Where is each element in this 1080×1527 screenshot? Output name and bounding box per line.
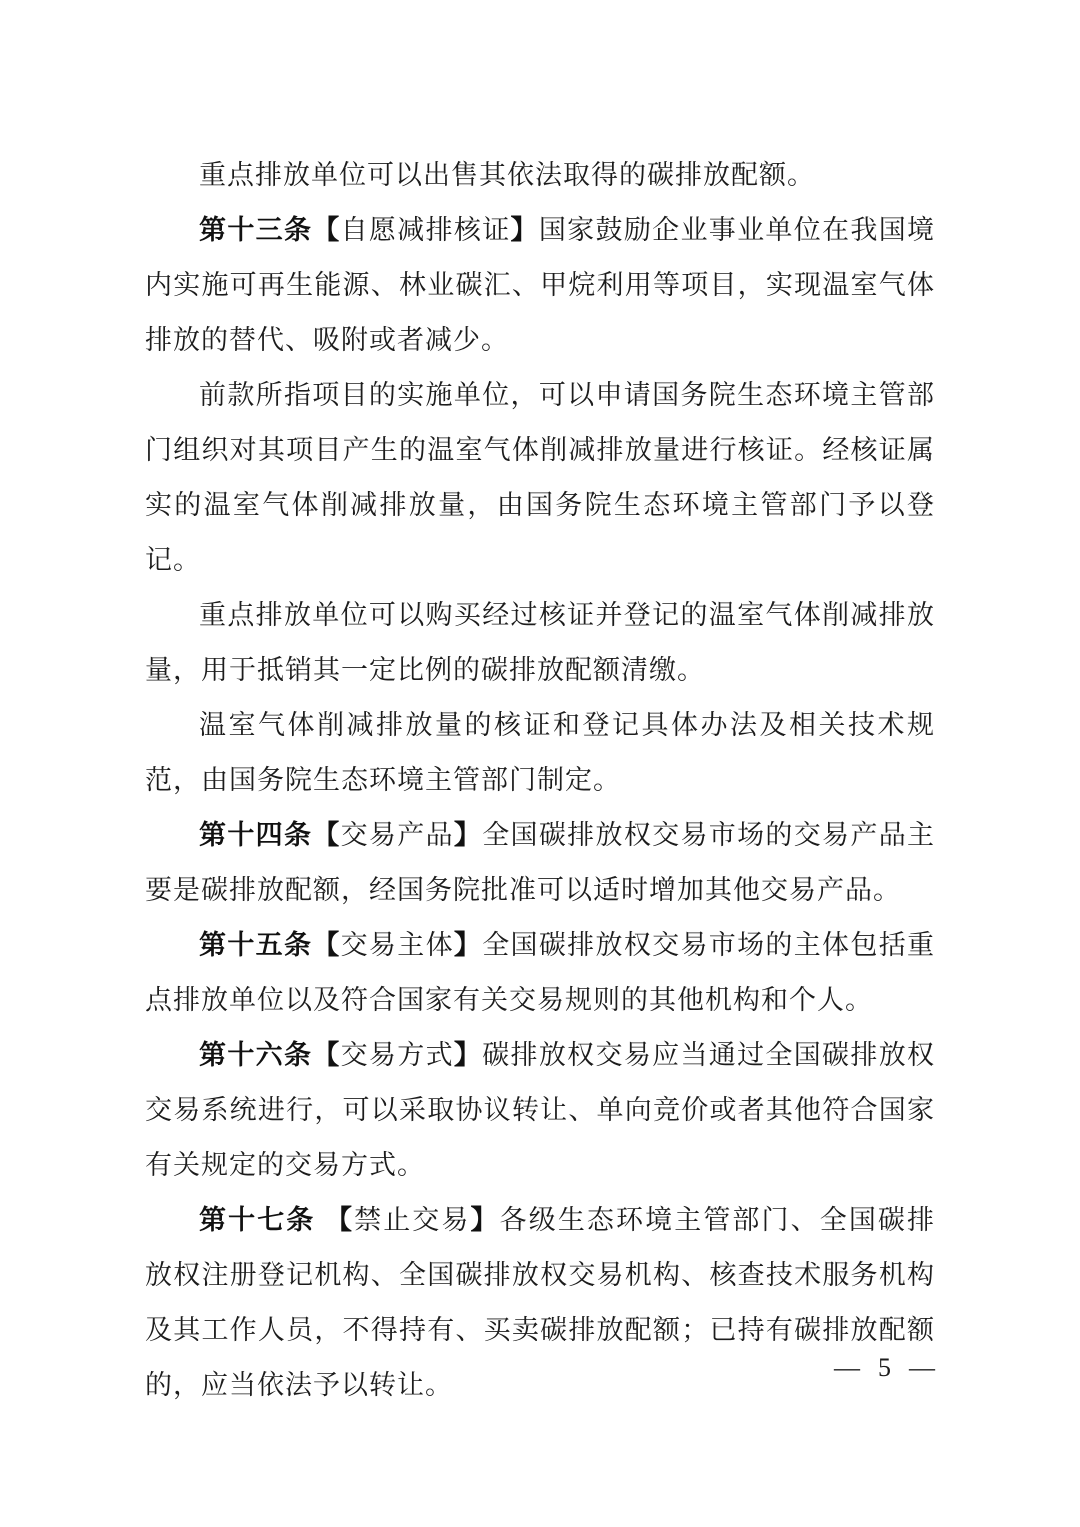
paragraph-text: 全国碳排放权交易市场的主体包括重点排放单位以及符合国家有关交易规则的其他机构和个人。 <box>145 930 936 1015</box>
bracket-open: 【 <box>312 930 341 960</box>
bracket-close: 】 <box>453 1040 483 1070</box>
article-number: 第十四条 <box>199 820 313 850</box>
article-label: 禁止交易 <box>354 1205 471 1235</box>
article-number: 第十三条 <box>199 215 313 245</box>
article-number: 第十五条 <box>199 930 313 960</box>
paragraph-text: 碳排放权交易应当通过全国碳排放权交易系统进行，可以采取协议转让、单向竞价或者其他符合国家有关规定的交易方式。 <box>145 1040 936 1180</box>
paragraph-article-14 <box>145 808 935 918</box>
article-label: 交易产品 <box>340 820 454 850</box>
bracket-open: 【 <box>312 215 341 245</box>
article-number: 第十七条 <box>199 1205 325 1235</box>
page-number: 5 <box>878 1353 891 1382</box>
bracket-open: 【 <box>312 1040 341 1070</box>
paragraph <box>145 368 935 588</box>
article-label: 交易方式 <box>340 1040 454 1070</box>
bracket-open: 【 <box>312 820 341 850</box>
paragraph-text: 重点排放单位可以出售其依法取得的碳排放配额。 <box>199 160 815 190</box>
paragraph <box>145 148 935 203</box>
paragraph-article-15 <box>145 918 935 1028</box>
bracket-open: 【 <box>325 1205 355 1235</box>
paragraph-text: 各级生态环境主管部门、全国碳排放权注册登记机构、全国碳排放权交易机构、核查技术服务机构及其工作人员，不得持有、买卖碳排放配额；已持有碳排放配额的，应当依法予以转让。 <box>145 1205 936 1400</box>
paragraph <box>145 588 935 698</box>
paragraph <box>145 698 935 808</box>
bracket-close: 】 <box>510 215 539 245</box>
footer-dash-left: — <box>834 1353 860 1382</box>
paragraph-text: 全国碳排放权交易市场的交易产品主要是碳排放配额，经国务院批准可以适时增加其他交易产品。 <box>145 820 936 905</box>
paragraph-article-17 <box>145 1193 935 1413</box>
page-footer <box>834 1348 935 1388</box>
paragraph-article-16 <box>145 1028 935 1193</box>
paragraph-article-13 <box>145 203 935 368</box>
paragraph-text: 重点排放单位可以购买经过核证并登记的温室气体削减排放量，用于抵销其一定比例的碳排放配额清缴。 <box>145 600 935 685</box>
bracket-close: 】 <box>470 1205 500 1235</box>
bracket-close: 】 <box>453 930 483 960</box>
article-number: 第十六条 <box>199 1040 313 1070</box>
paragraph-text: 温室气体削减排放量的核证和登记具体办法及相关技术规范，由国务院生态环境主管部门制定。 <box>145 710 935 795</box>
document-body <box>145 148 935 1413</box>
bracket-close: 】 <box>453 820 483 850</box>
article-label: 自愿减排核证 <box>340 215 511 245</box>
footer-dash-right: — <box>909 1353 935 1382</box>
article-label: 交易主体 <box>340 930 454 960</box>
paragraph-text: 国家鼓励企业事业单位在我国境内实施可再生能源、林业碳汇、甲烷利用等项目，实现温室气体排放的替代、吸附或者减少。 <box>145 215 936 355</box>
paragraph-text: 前款所指项目的实施单位，可以申请国务院生态环境主管部门组织对其项目产生的温室气体削减排放量进行核证。经核证属实的温室气体削减排放量，由国务院生态环境主管部门予以登记。 <box>145 380 935 575</box>
